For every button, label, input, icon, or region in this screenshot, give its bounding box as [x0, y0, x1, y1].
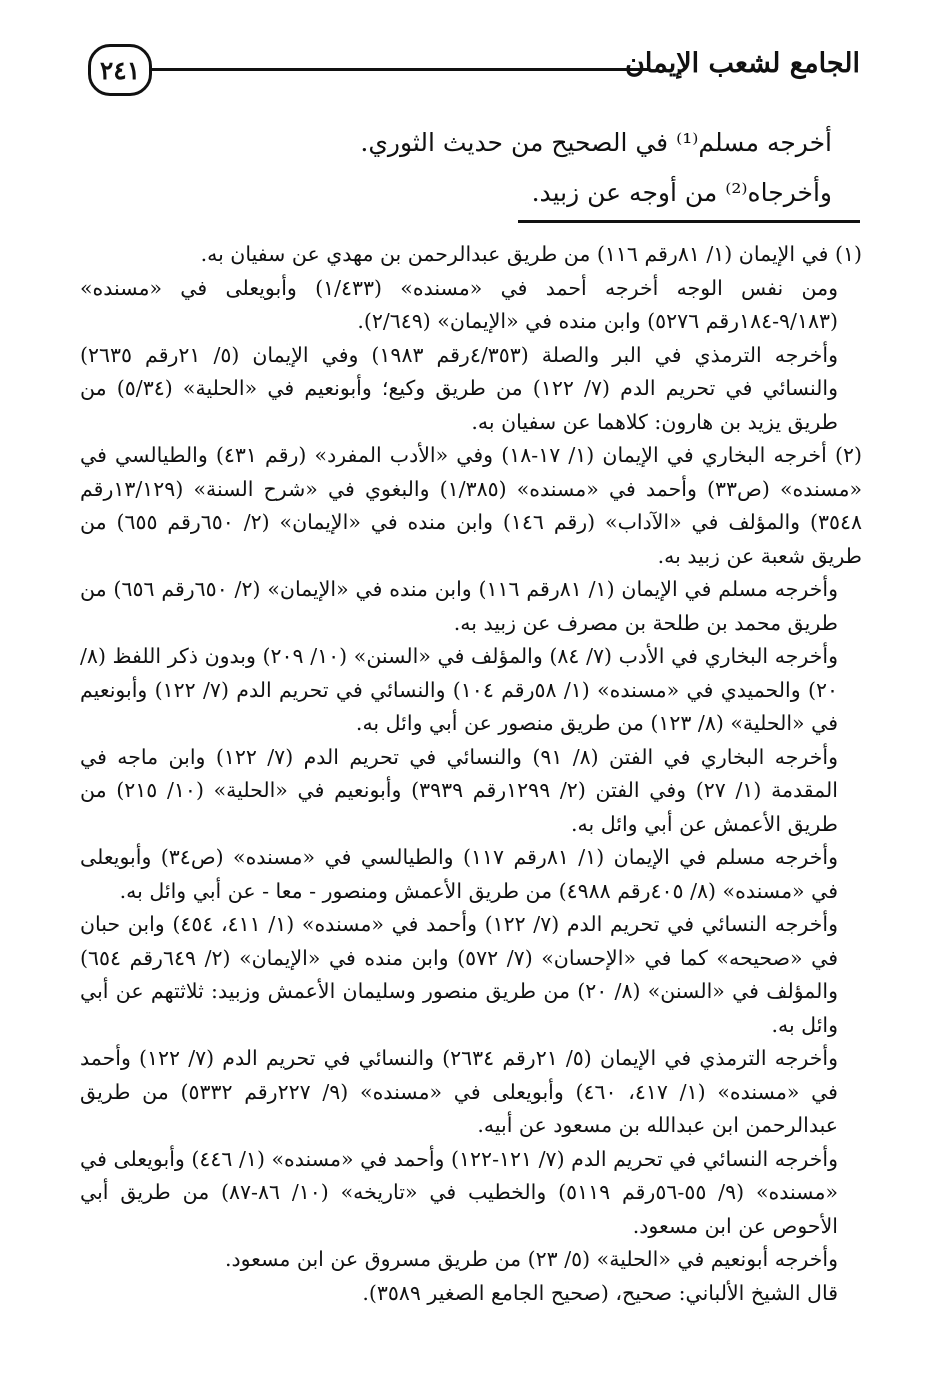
footnote-1: (١) في الإيمان (١/ ٨١رقم ١١٦) من طريق عبدالرحمن بن مهدي عن سفيان به.: [200, 242, 862, 266]
footnote-paragraph: وأخرجه النسائي في تحريم الدم (٧/ ١٢١-١٢٢) وأحمد في «مسنده» (١/ ٤٤٦) وأبويعلى في «مسنده» (٩/ ٥٥-٥٦رقم ٥١١٩) والخطيب في «تاريخه» (١٠/ ٨٦-٨٧) من طريق أبي الأحوص عن ابن مسعود.: [80, 1146, 838, 1238]
page-number: ٢٤١: [88, 44, 152, 96]
footnote-paragraph: وأخرجه الترمذي في البر والصلة (٤/٣٥٣رقم ١٩٨٣) وفي الإيمان (٥/ ٢١رقم ٢٦٣٥) والنسائي في تحريم الدم (٧/ ١٢٢) من طريق وكيع؛ وأبونعيم في «الحلية» (٥/٣٤) من طريق يزيد بن هارون: كلاهما عن سفيان به.: [80, 342, 838, 434]
page-header: [88, 44, 860, 100]
footnote-paragraph: وأخرجه مسلم في الإيمان (١/ ٨١رقم ١١٧) والطيالسي في «مسنده» (ص٣٤) وأبويعلى في «مسنده» (٨/ ٤٠٥رقم ٤٩٨٨) من طريق الأعمش ومنصور - معا - عن أبي وائل به.: [80, 845, 839, 903]
main-line: أخرجه مسلم⁽¹⁾ في الصحيح من حديث الثوري.: [360, 128, 832, 157]
header-rule: [152, 68, 650, 71]
footnote-paragraph: وأخرجه مسلم في الإيمان (١/ ٨١رقم ١١٦) وابن منده في «الإيمان» (٢/ ٦٥٠رقم ٦٥٦) من طريق محمد بن طلحة بن مصرف عن زبيد به.: [80, 577, 839, 635]
footnote-paragraph: ومن نفس الوجه أخرجه أحمد في «مسنده» (١/٤٣٣) وأبويعلى في «مسنده» (٩/١٨٣-١٨٤رقم ٥٢٧٦) وابن منده في «الإيمان» (٢/٦٤٩).: [80, 275, 838, 333]
footnote-paragraph: وأخرجه البخاري في الأدب (٧/ ٨٤) والمؤلف في «السنن» (١٠/ ٢٠٩) وبدون ذكر اللفظ (٨/ ٢٠) والحميدي في «مسنده» (١/ ٥٨رقم ١٠٤) والنسائي في تحريم الدم (٧/ ١٢٢) وأبونعيم في «الحلية» (٨/ ١٢٣) من طريق منصور عن أبي وائل به.: [80, 644, 838, 735]
albani-grading: قال الشيخ الألباني: صحيح، (صحيح الجامع الصغير ٣٥٨٩).: [362, 1280, 838, 1305]
footnote-separator: [518, 220, 860, 223]
footnotes: [80, 238, 862, 1310]
footnote-paragraph: وأخرجه النسائي في تحريم الدم (٧/ ١٢٢) وأحمد في «مسنده» (١/ ٤١١، ٤٥٤) وابن حبان في «صحيحه» كما في «الإحسان» (٧/ ٥٧٢) وابن منده في «الإيمان» (٢/ ٦٤٩رقم ٦٥٤) والمؤلف في «السنن» (٨/ ٢٠) من طريق منصور وسليمان الأعمش وزبيد: ثلاثتهم عن أبي وائل به.: [80, 912, 839, 1037]
running-title: الجامع لشعب الإيمان: [625, 48, 860, 79]
footnote-paragraph: وأخرجه البخاري في الفتن (٨/ ٩١) والنسائي في تحريم الدم (٧/ ١٢٢) وابن ماجه في المقدمة (١/ ٢٧) وفي الفتن (٢/ ١٢٩٩رقم ٣٩٣٩) وأبونعيم في «الحلية» (١٠/ ٢١٥) من طريق الأعمش عن أبي وائل به.: [80, 744, 838, 836]
main-text: [100, 118, 832, 218]
footnote-paragraph: وأخرجه الترمذي في الإيمان (٥/ ٢١رقم ٢٦٣٤) والنسائي في تحريم الدم (٧/ ١٢٢) وأحمد في «مسنده» (١/ ٤١٧، ٤٦٠) وأبويعلى في «مسنده» (٩/ ٢٢٧رقم ٥٣٣٢) من طريق عبدالرحمن ابن عبدالله بن مسعود عن أبيه.: [80, 1046, 838, 1137]
footnote-2: (٢) أخرجه البخاري في الإيمان (١/ ١٧-١٨) وفي «الأدب المفرد» (رقم ٤٣١) والطيالسي في «مسنده» (ص٣٣) وأحمد في «مسنده» (١/٣٨٥) والبغوي في «شرح السنة» (١٣/١٢٩رقم ٣٥٤٨) والمؤلف في «الآداب» (رقم ١٤٦) وابن منده في «الإيمان» (٢/ ٦٥٠رقم ٦٥٥) من طريق شعبة عن زبيد به.: [80, 443, 863, 568]
footnote-paragraph: وأخرجه أبونعيم في «الحلية» (٥/ ٢٣) من طريق مسروق عن ابن مسعود.: [224, 1247, 838, 1271]
main-line: وأخرجاه⁽²⁾ من أوجه عن زبيد.: [531, 178, 832, 207]
